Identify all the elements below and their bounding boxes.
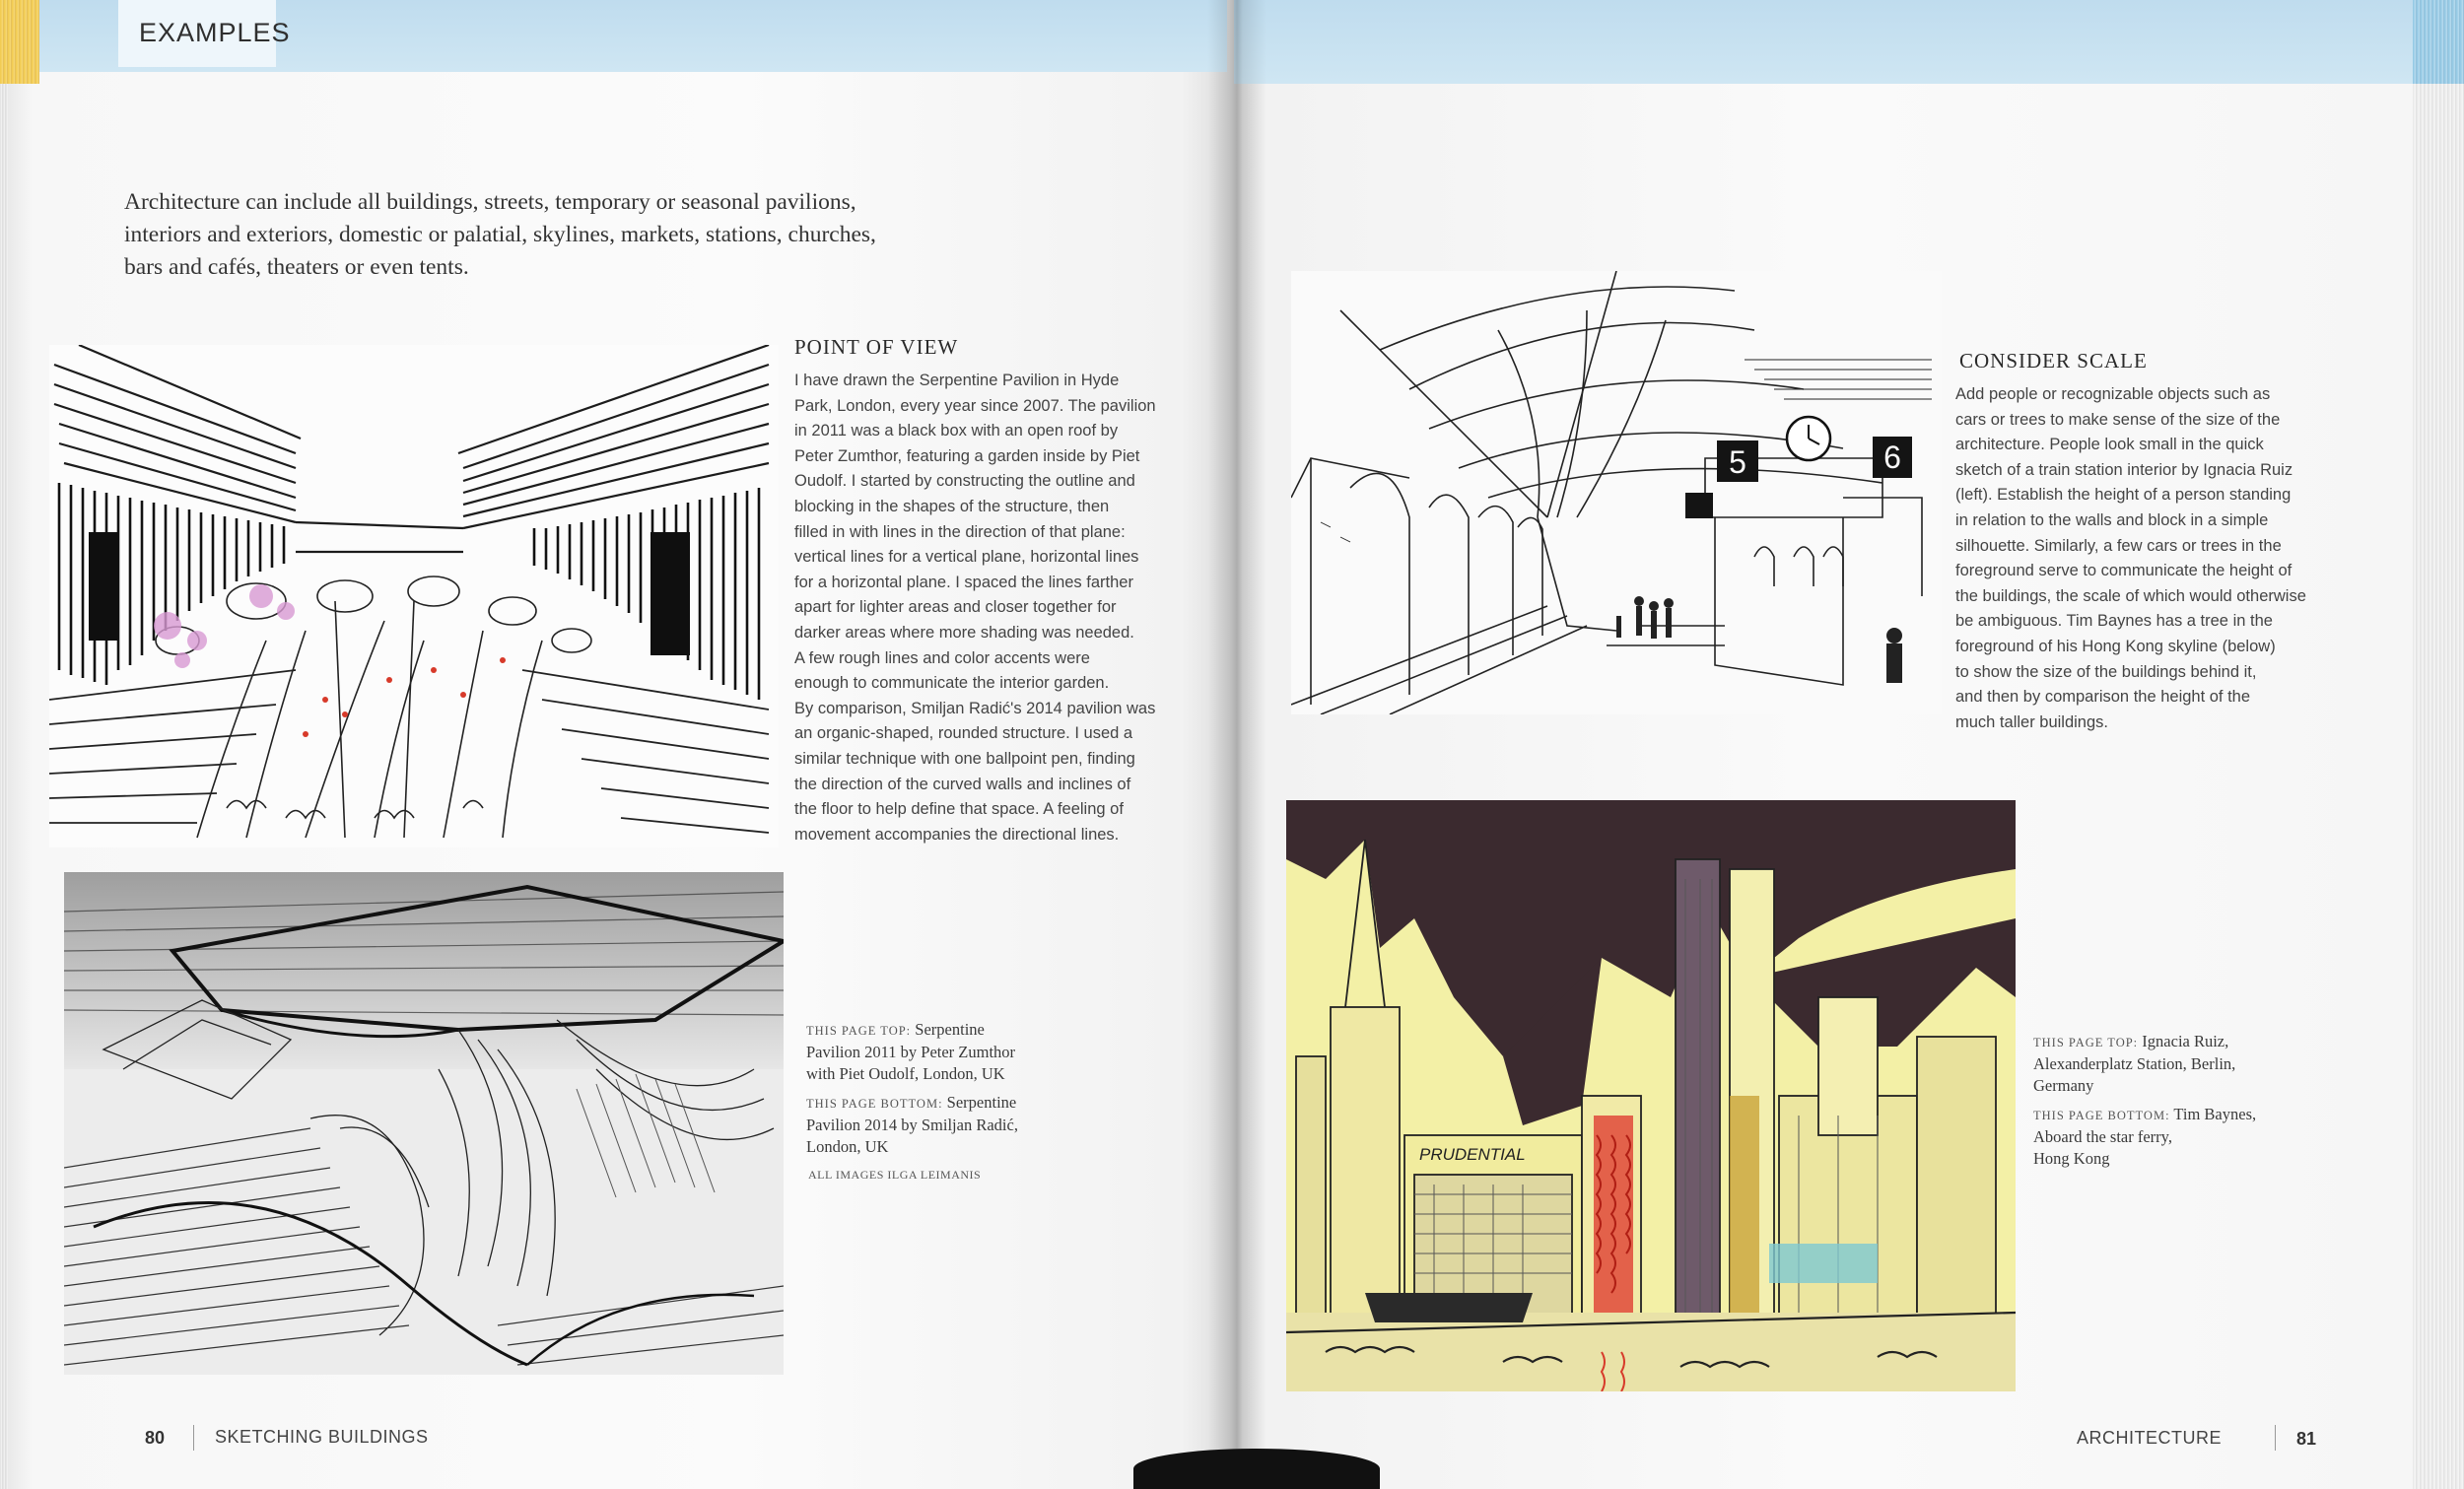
right-running-head: ARCHITECTURE — [2077, 1428, 2223, 1448]
platform-6-sign: 6 — [1883, 440, 1901, 475]
left-folio-number: 80 — [145, 1428, 166, 1448]
point-of-view-title: POINT OF VIEW — [794, 335, 959, 359]
right-caption-top-text: Ignacia Ruiz, Alexanderplatz Station, Berlin, Germany — [2033, 1032, 2236, 1095]
hong-kong-skyline-sketch — [1286, 800, 2016, 1391]
right-caption-bottom — [2033, 1104, 2309, 1170]
consider-scale-body: Add people or recognizable objects such as cars or trees to make sense of the size of the architecture. People look small in the quick sketch of a train station interior by Ignacia Ruiz (left). Establish the height of a person standing in relation to the walls and block in a simple silhouette. Similarly, a few cars or trees in the foreground serve to communicate the height of the buildings, the scale of which would otherwise be ambiguous. Tim Baynes has a tree in the foreground of his Hong Kong skyline (below) to show the size of the buildings behind it, and then by comparison the height of the much taller buildings. — [1955, 385, 2306, 731]
section-label: EXAMPLES — [139, 18, 291, 47]
left-caption-top-text: Serpentine Pavilion 2011 by Peter Zumthor with Piet Oudolf, London, UK — [806, 1020, 1016, 1083]
right-caption-bottom-text: Tim Baynes, Aboard the star ferry, Hong Kong — [2033, 1105, 2257, 1168]
left-caption-top-label: THIS PAGE TOP: — [806, 1024, 912, 1038]
left-caption-bottom — [806, 1092, 1062, 1158]
right-folio-separator — [2275, 1425, 2276, 1451]
right-caption-top — [2033, 1031, 2309, 1097]
serpentine-2014-sketch — [64, 872, 784, 1375]
left-running-head: SKETCHING BUILDINGS — [215, 1427, 429, 1447]
left-caption-bottom-label: THIS PAGE BOTTOM: — [806, 1097, 943, 1111]
spine-shadow — [1133, 1449, 1380, 1489]
right-caption-top-label: THIS PAGE TOP: — [2033, 1036, 2139, 1049]
consider-scale-title: CONSIDER SCALE — [1959, 349, 2148, 372]
prudential-sign: PRUDENTIAL — [1419, 1145, 1526, 1164]
point-of-view-body: I have drawn the Serpentine Pavilion in Hyde Park, London, every year since 2007. The pavilion in 2011 was a black box with an open roof by Peter Zumthor, featuring a garden inside by Piet Oudolf. I started by constructing the outline and blocking in the shapes of the structure, then filled in with lines in the direction of that plane: vertical lines for a vertical plane, horizontal lines for a horizontal plane. I spaced the lines farther apart for lighter areas and closer together for darker areas where more shading was needed. A few rough lines and color accents were enough to communicate the interior garden. By comparison, Smiljan Radić's 2014 pavilion was an organic-shaped, rounded structure. I used a similar technique with one ballpoint pen, finding the direction of the curved walls and inclines of the floor to help define that space. A feeling of movement accompanies the directional lines. — [794, 372, 1156, 844]
right-page-edges — [2413, 0, 2464, 1489]
left-page-edges-tabs — [0, 0, 39, 84]
right-folio-number: 81 — [2296, 1429, 2317, 1449]
left-caption-bottom-text: Serpentine Pavilion 2014 by Smiljan Radić, London, UK — [806, 1093, 1018, 1156]
right-caption-bottom-label: THIS PAGE BOTTOM: — [2033, 1109, 2170, 1122]
right-page-edges-tabs — [2413, 0, 2464, 84]
left-folio-separator — [193, 1425, 194, 1451]
book-gutter — [1207, 0, 1266, 1489]
platform-5-sign: 5 — [1729, 444, 1746, 480]
image-credit: ALL IMAGES ILGA LEIMANIS — [808, 1168, 982, 1182]
header-band-right — [1234, 0, 2413, 84]
intro-paragraph: Architecture can include all buildings, streets, temporary or seasonal pavilions, interiors and exteriors, domestic or palatial, skylines, markets, stations, churches, bars and cafés, theaters or even tents. — [124, 189, 876, 280]
alexanderplatz-station-sketch — [1291, 271, 1942, 714]
left-caption-top — [806, 1019, 1062, 1085]
serpentine-2011-sketch — [49, 345, 779, 847]
